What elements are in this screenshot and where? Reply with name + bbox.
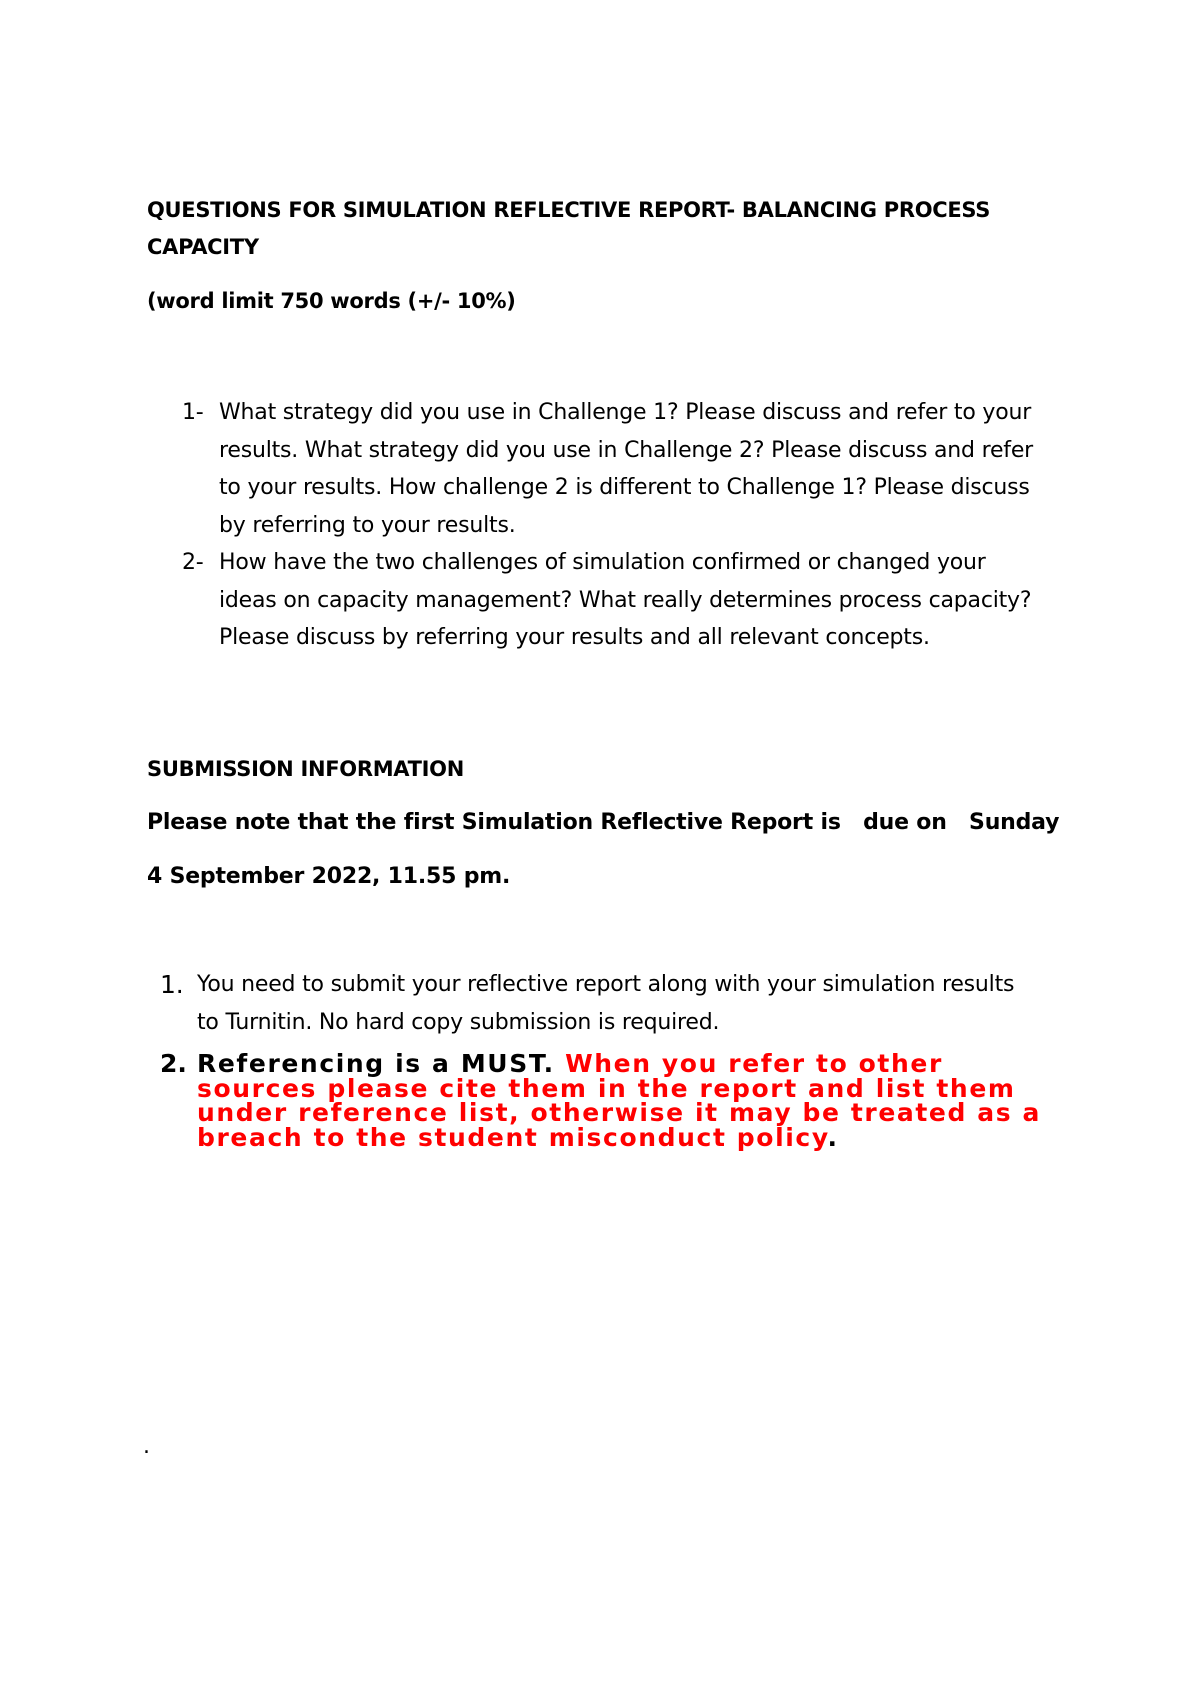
question-item <box>147 544 1047 657</box>
document-title: QUESTIONS FOR SIMULATION REFLECTIVE REPORT- BALANCING PROCESS CAPACITY <box>147 198 991 259</box>
question-item <box>147 394 1047 544</box>
question-number: 1- <box>182 400 204 425</box>
submission-item-text: You need to submit your reflective report along with your simulation results to Turnitin. No hard copy submission is required. <box>197 972 1015 1035</box>
due-date-line-2: 4 September 2022, 11.55 pm. <box>147 864 511 889</box>
questions-list <box>147 394 1047 657</box>
submission-item-number: 2. <box>160 1049 187 1078</box>
submission-item-number: 1. <box>160 970 184 999</box>
question-text: What strategy did you use in Challenge 1? Please discuss and refer to your results. What strategy did you use in Challenge 2? Please discuss and refer to your results. How challenge 2 is different to Challenge 1? Please discuss by referring to your results. <box>219 400 1034 538</box>
question-text: How have the two challenges of simulation confirmed or changed your ideas on capacity management? What really determines process capacity? Please discuss by referring your results and all relevant concepts. <box>219 550 1032 650</box>
due-date-line-1: Please note that the first Simulation Reflective Report is due on Sunday <box>147 810 1060 835</box>
referencing-requirement <box>197 1049 1060 1152</box>
submission-heading: SUBMISSION INFORMATION <box>147 757 464 781</box>
word-limit-note: (word limit 750 words (+/- 10%) <box>147 289 516 313</box>
submission-item <box>160 1049 1060 1152</box>
referencing-lead: Referencing is a MUST. <box>197 1049 566 1078</box>
submission-item <box>160 966 1040 1041</box>
question-number: 2- <box>182 550 204 575</box>
misconduct-warning: When you refer to other sources please cite them in the report and list them under reference list, otherwise it may be treated as a breach to the student misconduct policy <box>197 1049 1042 1152</box>
warning-end-punctuation: . <box>827 1122 839 1152</box>
trailing-mark: . <box>143 1434 150 1459</box>
